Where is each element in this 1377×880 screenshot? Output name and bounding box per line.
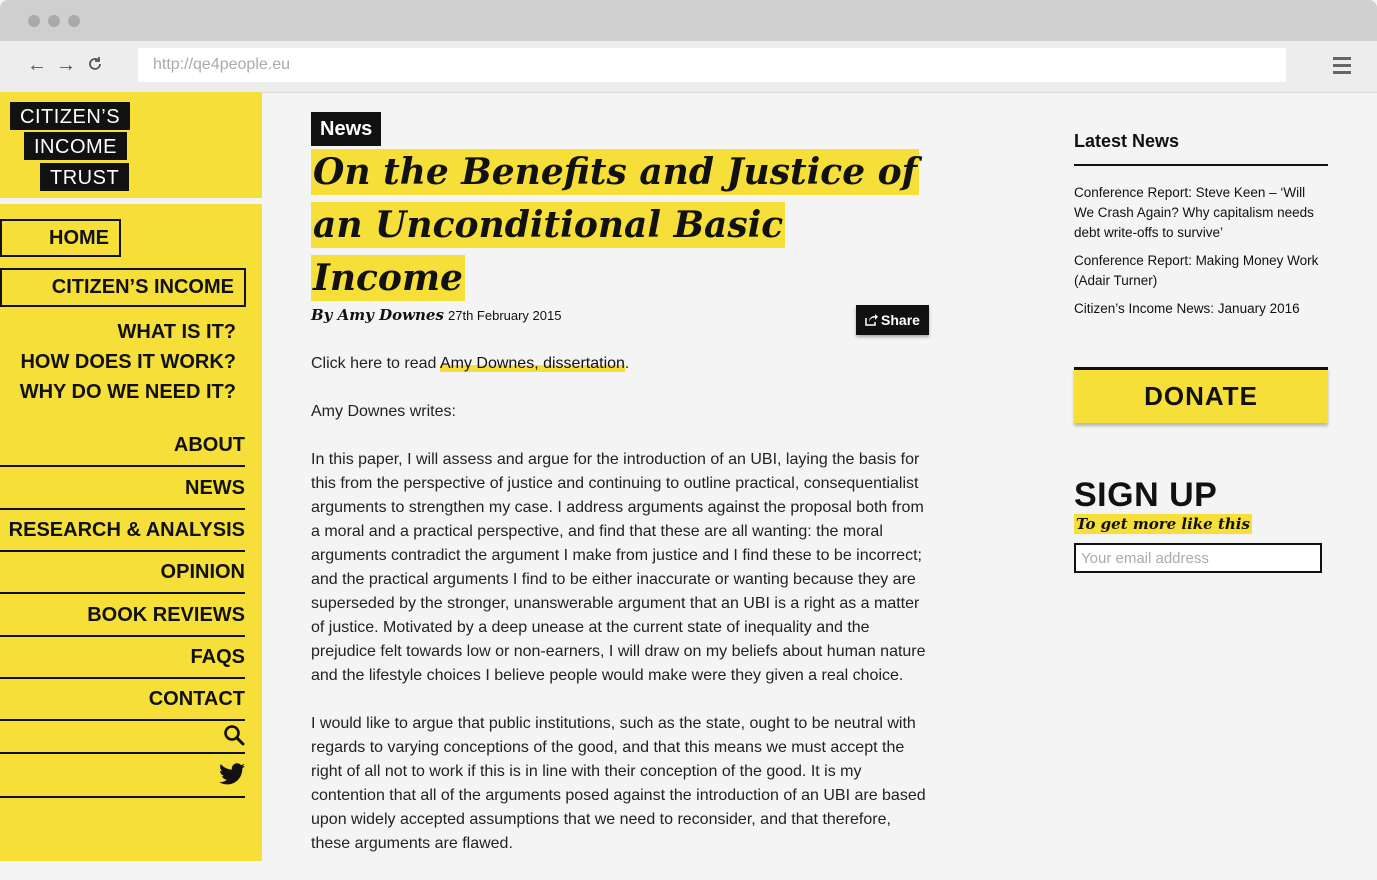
forward-arrow-icon[interactable]: → (56, 54, 76, 76)
latest-news-list (1074, 183, 1328, 327)
email-field[interactable] (1074, 543, 1322, 573)
article-intro (311, 352, 931, 376)
nav-faqs[interactable]: FAQS (0, 646, 245, 679)
twitter-icon[interactable] (219, 763, 245, 785)
nav-opinion[interactable]: OPINION (0, 561, 245, 594)
latest-news-item[interactable]: Conference Report: Making Money Work (Adair Turner) (1074, 253, 1319, 288)
article-title (311, 146, 931, 305)
share-icon (865, 314, 878, 326)
latest-news-item[interactable]: Conference Report: Steve Keen – ‘Will We Crash Again? Why capitalism needs debt write-offs to survive’ (1074, 185, 1314, 240)
search-row[interactable] (0, 718, 245, 754)
article-date: 27th February 2015 (448, 308, 562, 323)
nav-how-does-it-work[interactable]: HOW DOES IT WORK? (20, 351, 236, 373)
article-paragraph: Amy Downes writes: (311, 403, 456, 420)
article-paragraph: I would like to argue that public institutions, such as the state, ought to be neutral with regards to varying conceptions of the good, and that this means we must accept the right of all not to work if this is in line with their conception of the good. It is my contention that all of the arguments posed against the introduction of an UBI are based upon widely accepted assumptions that we need to reconsider, and that therefore, these arguments are flawed. (311, 715, 926, 852)
browser-toolbar (0, 41, 1377, 93)
dissertation-link[interactable]: Amy Downes, dissertation (439, 355, 625, 372)
article-byline: By Amy Downes (311, 306, 444, 324)
window-close-dot[interactable] (28, 15, 40, 27)
nav-book-reviews[interactable]: BOOK REVIEWS (0, 604, 245, 637)
hamburger-menu-icon[interactable] (1333, 57, 1351, 78)
twitter-row[interactable] (0, 754, 245, 798)
sidebar (0, 92, 262, 861)
nav-contact[interactable]: CONTACT (0, 688, 245, 721)
intro-suffix: . (624, 355, 630, 372)
address-bar[interactable] (138, 48, 1286, 82)
donate-button[interactable]: DONATE (1074, 367, 1328, 423)
search-icon[interactable] (223, 724, 245, 746)
window-minimize-dot[interactable] (48, 15, 60, 27)
nav-citizens-income[interactable]: CITIZEN’S INCOME (0, 268, 246, 307)
intro-prefix: Click here to read (311, 355, 440, 372)
latest-news-heading: Latest News (1074, 131, 1328, 166)
nav-about[interactable]: ABOUT (0, 434, 245, 467)
signup-subtitle: To get more like this (1076, 515, 1250, 533)
article-title-text: On the Benefits and Justice of an Unconditional Basic Income (313, 151, 918, 299)
window-maximize-dot[interactable] (68, 15, 80, 27)
share-button[interactable] (856, 305, 929, 335)
article-body (311, 352, 931, 880)
back-arrow-icon[interactable]: ← (27, 54, 47, 76)
latest-news-item[interactable]: Citizen’s Income News: January 2016 (1074, 301, 1300, 316)
logo-line-3: TRUST (40, 163, 129, 191)
category-tag[interactable]: News (311, 112, 381, 146)
site-logo[interactable] (0, 92, 262, 204)
browser-titlebar (0, 0, 1377, 41)
logo-line-1: CITIZEN’S (10, 102, 130, 130)
signup-heading: SIGN UP (1074, 476, 1218, 514)
article-paragraph: In this paper, I will assess and argue for the introduction of an UBI, laying the basis for this from the perspective of justice and continuing to outline practical, consequentialist arguments to strengthen my case. I address arguments against the proposal both from a moral and a practical perspective, and find that these are all wanting: the moral arguments contradict the argument I make from justice and I find these to be incorrect; and the practical arguments I find to be either inaccurate or wanting because they are superseded by the stronger, unanswerable argument that an UBI is a right as a matter of justice. Motivated by a deep unease at the current state of inequality and the prejudice felt towards low or non-earners, I will draw on my beliefs about human nature and the lifestyle choices I believe people would make were they given a real choice. (311, 451, 926, 684)
nav-research-analysis[interactable]: RESEARCH & ANALYSIS (0, 519, 245, 552)
nav-home[interactable]: HOME (0, 219, 121, 257)
nav-what-is-it[interactable]: WHAT IS IT? (117, 321, 236, 343)
nav-why-do-we-need-it[interactable]: WHY DO WE NEED IT? (19, 381, 236, 403)
nav-news[interactable]: NEWS (0, 477, 245, 510)
logo-line-2: INCOME (24, 132, 127, 160)
reload-icon[interactable] (87, 56, 103, 77)
share-label: Share (881, 312, 920, 328)
